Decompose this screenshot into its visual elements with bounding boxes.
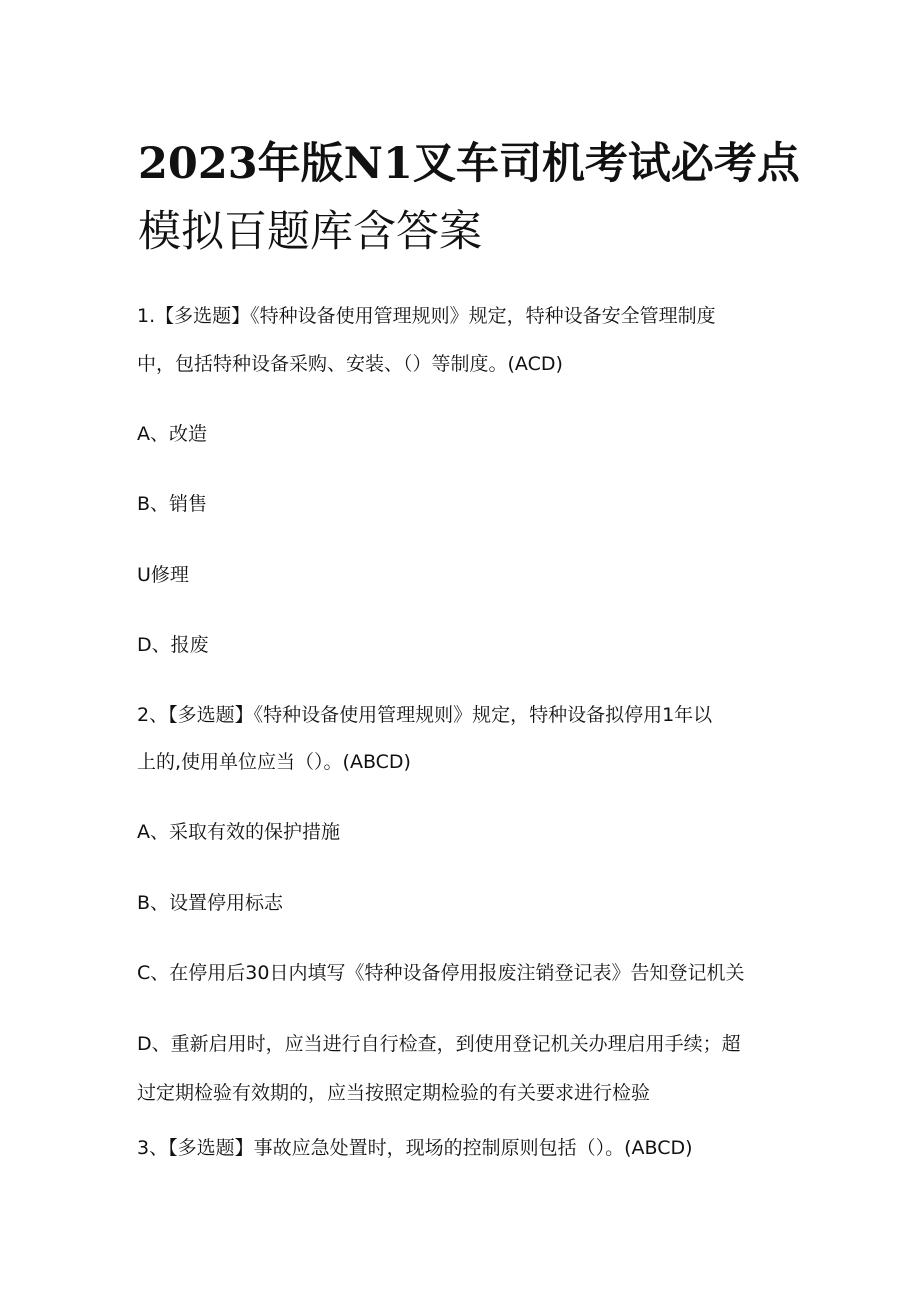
q1-stem-line-1: 1.【多选题】《特种设备使用管理规则》规定，特种设备安全管理制度 — [137, 305, 716, 327]
title-line-2: 模拟百题库含答案 — [138, 207, 482, 257]
document-title — [138, 130, 798, 266]
title-line-1: 2023年版N1叉车司机考试必考点 — [138, 139, 800, 189]
q1-option-a: A、改造 — [137, 423, 207, 445]
q1-option-c: U修理 — [137, 564, 189, 586]
q2-option-b: B、设置停用标志 — [137, 892, 284, 914]
q2-stem-line-2: 上的,使用单位应当（）。(ABCD) — [137, 751, 411, 773]
q3-stem-line-1: 3、【多选题】事故应急处置时，现场的控制原则包括（）。(ABCD) — [137, 1137, 693, 1159]
q1-option-b: B、销售 — [137, 493, 208, 515]
q2-option-d-line-2: 过定期检验有效期的，应当按照定期检验的有关要求进行检验 — [137, 1082, 651, 1104]
q1-option-d: D、报废 — [137, 634, 209, 656]
q2-option-c: C、在停用后30日内填写《特种设备停用报废注销登记表》告知登记机关 — [137, 962, 745, 984]
q1-stem-line-2: 中，包括特种设备采购、安装、（）等制度。(ACD) — [137, 353, 563, 375]
q2-option-d-line-1: D、重新启用时，应当进行自行检查，到使用登记机关办理启用手续；超 — [137, 1033, 741, 1055]
q2-option-a: A、采取有效的保护措施 — [137, 821, 340, 843]
q2-stem-line-1: 2、【多选题】《特种设备使用管理规则》规定，特种设备拟停用1年以 — [137, 704, 713, 726]
